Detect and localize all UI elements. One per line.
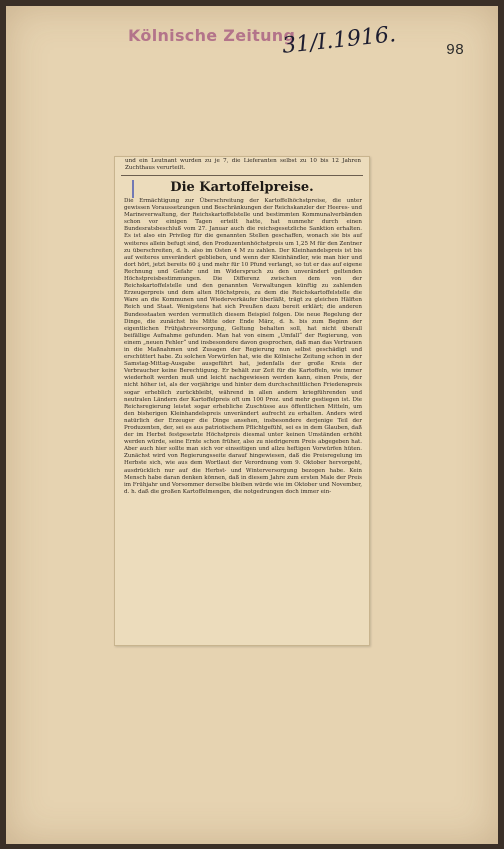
archive-page (6, 6, 498, 844)
pencil-mark-icon (132, 180, 134, 198)
newspaper-stamp: Kölnische Zeitung (128, 26, 296, 45)
article-body: Die Ermächtigung zur Überschreitung der Kartoffelhöchstpreise, die unter gewissen Voraussetzungen und Beschränkungen der Reichskanzler der Heeres- und Marineverwaltung, der Reichskartoffelstelle und bestimmten Kommunalverbänden schon vor einigen Tagen erteilt hatte, hat nunmehr durch einen Bundesratsbeschluß vom 27. Januar auch die reichsgesetzliche Sanktion erhalten. Es ist also ein Privileg für die genannten Stellen geschaffen, wonach sie bis auf weiteres allein befugt sind, den Produzentenhöchstpreis um 1,25 M für den Zentner zu überschreiten, d. h. also im Osten 4 M zu zahlen. Der Kleinhandelspreis ist bis auf weiteres unverändert geblieben, und wenn der Kleinhändler, wie man hier und dort hört, jetzt bereits 60 ₰ und mehr für 10 Pfund verlangt, so tut er das auf eigene Rechnung und Gefahr und im Widerspruch zu den unverändert geltenden Höchstpreisbestimmungen. Die Differenz zwischen dem von der Reichskartoffelstelle und den genannten Verwaltungen künftig zu zahlenden Erzeugerpreis und dem alten Höchstpreis, zu dem die Reichskartoffelstelle die Ware an die Kommunen und Wiederverkäufer überläßt, trägt zu gleichen Hälften Reich und Staat. Wenigstens hat sich Preußen dazu bereit erklärt; die anderen Bundesstaaten werden vermutlich diesem Beispiel folgen. Die neue Regelung der Dinge, die zunächst bis Mitte oder Ende März, d. h. bis zum Beginn der eigentlichen Frühjahrsversorgung, Geltung behalten soll, hat nicht überall beifällige Aufnahme gefunden. Man hat von einem „Umfall“ der Regierung, von einem „neuen Fehler“ und insbesondere davon gesprochen, daß man das Vertrauen in die Maßnahmen und Zusagen der Regierung nun selbst geschädigt und erschüttert habe. Zu solchen Vorwürfen hat, wie die Kölnische Zeitung schon in der Samstag-Mittag-Ausgabe ausgeführt hat, jedenfalls der große Kreis der Verbraucher keine Berechtigung. Er behält zur Zeit für die Kartoffeln, wie immer wiederholt werden muß und leicht nachgewiesen werden kann, einen Preis, der nicht höher ist, als der vorjährige und hinter dem durchschnittlichen Friedenspreis sogar erheblich zurückbleibt, während in allen andern kriegführenden und neutralen Ländern der Kartoffelpreis oft um 100 Proz. und mehr gestiegen ist. Die Reichsregierung leistet sogar erhebliche Zuschüsse aus öffentlichen Mitteln, um den bisherigen Kleinhandelspreis unverändert aufrecht zu erhalten. Anders wird natürlich der Erzeuger die Dinge ansehen, insbesondere derjenige Teil der Produzenten, der, sei es aus patriotischem Pflichtgefühl, sei es in dem Glauben, daß der im Herbst festgesetzte Höchstpreis diesmal unter keinen Umständen erhöht werden würde, seine Ernte schon früher, also zu niedrigerem Preis abgegeben hat. Aber auch hier sollte man sich vor einseitigen und allzu heftigen Vorwürfen hüten. Zunächst wird von Regierungsseite darauf hingewiesen, daß die Preisregelung im Herbste sich, wie aus dem Wortlaut der Verordnung vom 9. Oktober hervorgeht, ausdrücklich nur auf die Herbst- und Winterversorgung bezogen habe. Kein Mensch habe daran denken können, daß in diesem Jahre zum ersten Male der Preis im Frühjahr und Vorsommer derselbe bleiben würde wie im Oktober und November, d. h. daß die großen Kartoffelmengen, die notgedrungen doch immer ein- (124, 198, 362, 495)
handwritten-date: 31/I.1916. (281, 22, 398, 59)
divider (121, 175, 363, 176)
newspaper-clipping (114, 156, 370, 646)
previous-article-fragment: und ein Leutnant wurden zu je 7, die Lieferanten selbst zu 10 bis 12 Jahren Zuchthaus verurteilt. (125, 158, 361, 171)
article-headline: Die Kartoffelpreise. (170, 180, 314, 195)
page-number: 98 (446, 42, 465, 59)
